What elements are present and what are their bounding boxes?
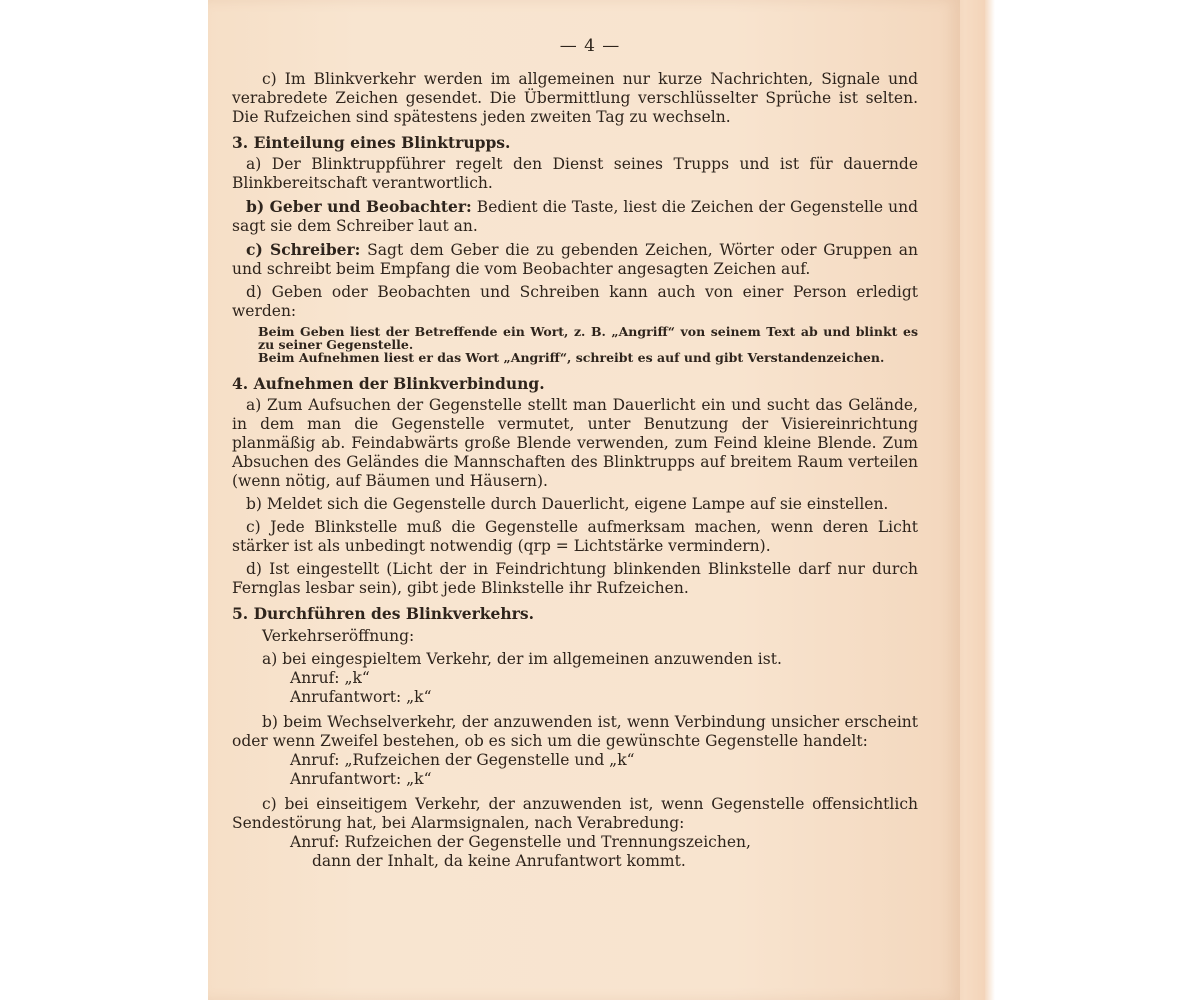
section-3-item-c bbox=[232, 240, 918, 279]
section-4-item-c: c) Jede Blinkstelle muß die Gegenstelle aufmerksam machen, wenn deren Licht stärker ist als unbedingt notwendig (qrp = Lichtstärke vermindern). bbox=[232, 518, 918, 555]
section-3-item-b-label: b) Geber und Beobachter: bbox=[246, 197, 472, 216]
section-5-item-b-answer: Anrufantwort: „k“ bbox=[290, 770, 432, 788]
section-5-item-b-call: Anruf: „Rufzeichen der Gegenstelle und „k“ bbox=[290, 751, 635, 769]
section-3-note-geben: Beim Geben liest der Betreffende ein Wort, z. B. „Angriff“ von seinem Text ab und blinkt es zu seiner Gegenstelle. bbox=[258, 324, 918, 352]
section-4-item-a: a) Zum Aufsuchen der Gegenstelle stellt man Dauerlicht ein und sucht das Gelände, in dem man die Gegenstelle vermutet, unter Benutzung der Visiereinrichtung planmäßig ab. Feindabwärts große Blende verwenden, zum Feind kleine Blende. Zum Absuchen des Geländes die Mannschaften des Blinktrupps auf breitem Raum verteilen (wenn nötig, auf Bäumen und Häusern). bbox=[232, 396, 918, 490]
section-5-heading: 5. Durchführen des Blinkverkehrs. bbox=[232, 604, 534, 623]
document-page bbox=[208, 0, 960, 1000]
section-5-item-c-call-cont: dann der Inhalt, da keine Anrufantwort kommt. bbox=[312, 852, 686, 870]
section-4-item-d: d) Ist eingestellt (Licht der in Feindrichtung blinkenden Blinkstelle darf nur durch Fernglas lesbar sein), gibt jede Blinkstelle ihr Rufzeichen. bbox=[232, 560, 918, 597]
section-3-item-b-text: Bedient die Taste, liest die Zeichen der Gegenstelle und sagt sie dem Schreiber laut an. bbox=[232, 198, 919, 235]
underlying-page-edge-highlight bbox=[985, 0, 995, 1000]
section-5-item-a: a) bei eingespieltem Verkehr, der im allgemeinen anzuwenden ist. bbox=[262, 650, 782, 668]
section-3-item-b bbox=[232, 197, 918, 236]
section-5-item-c-call: Anruf: Rufzeichen der Gegenstelle und Trennungszeichen, bbox=[290, 833, 751, 851]
page-number: — 4 — bbox=[559, 36, 621, 56]
section-3-item-a: a) Der Blinktruppführer regelt den Dienst seines Trupps und ist für dauernde Blinkbereitschaft verantwortlich. bbox=[232, 155, 918, 192]
section-3-item-c-text: Sagt dem Geber die zu gebenden Zeichen, Wörter oder Gruppen an und schreibt beim Empfang die vom Beobachter angesagten Zeichen auf. bbox=[232, 241, 918, 278]
section-5-item-a-answer: Anrufantwort: „k“ bbox=[290, 688, 432, 706]
section-3-note-aufnehmen: Beim Aufnehmen liest er das Wort „Angriff“, schreibt es auf und gibt Verstandenzeichen. bbox=[258, 350, 885, 365]
section-5-subheading: Verkehrseröffnung: bbox=[262, 627, 415, 645]
page-content bbox=[232, 36, 918, 871]
section-5-item-a-call: Anruf: „k“ bbox=[290, 669, 370, 687]
section-3-heading: 3. Einteilung eines Blinktrupps. bbox=[232, 133, 511, 152]
section-5-item-b: b) beim Wechselverkehr, der anzuwenden ist, wenn Verbindung unsicher erscheint oder wenn Zweifel bestehen, ob es sich um die gewünschte Gegenstelle handelt: bbox=[232, 713, 918, 750]
section-3-item-d: d) Geben oder Beobachten und Schreiben kann auch von einer Person erledigt werden: bbox=[232, 283, 918, 320]
section-4-item-b: b) Meldet sich die Gegenstelle durch Dauerlicht, eigene Lampe auf sie einstellen. bbox=[246, 495, 889, 513]
section-3-item-c-label: c) Schreiber: bbox=[246, 240, 361, 259]
paragraph-intro-c: c) Im Blinkverkehr werden im allgemeinen nur kurze Nachrichten, Signale und verabredete Zeichen gesendet. Die Übermittlung verschlüsselter Sprüche ist selten. Die Rufzeichen sind spätestens jeden zweiten Tag zu wechseln. bbox=[232, 70, 918, 126]
section-4-heading: 4. Aufnehmen der Blinkverbindung. bbox=[232, 374, 545, 393]
section-5-item-c: c) bei einseitigem Verkehr, der anzuwenden ist, wenn Gegenstelle offensichtlich Sendestörung hat, bei Alarmsignalen, nach Verabredung: bbox=[232, 795, 918, 832]
